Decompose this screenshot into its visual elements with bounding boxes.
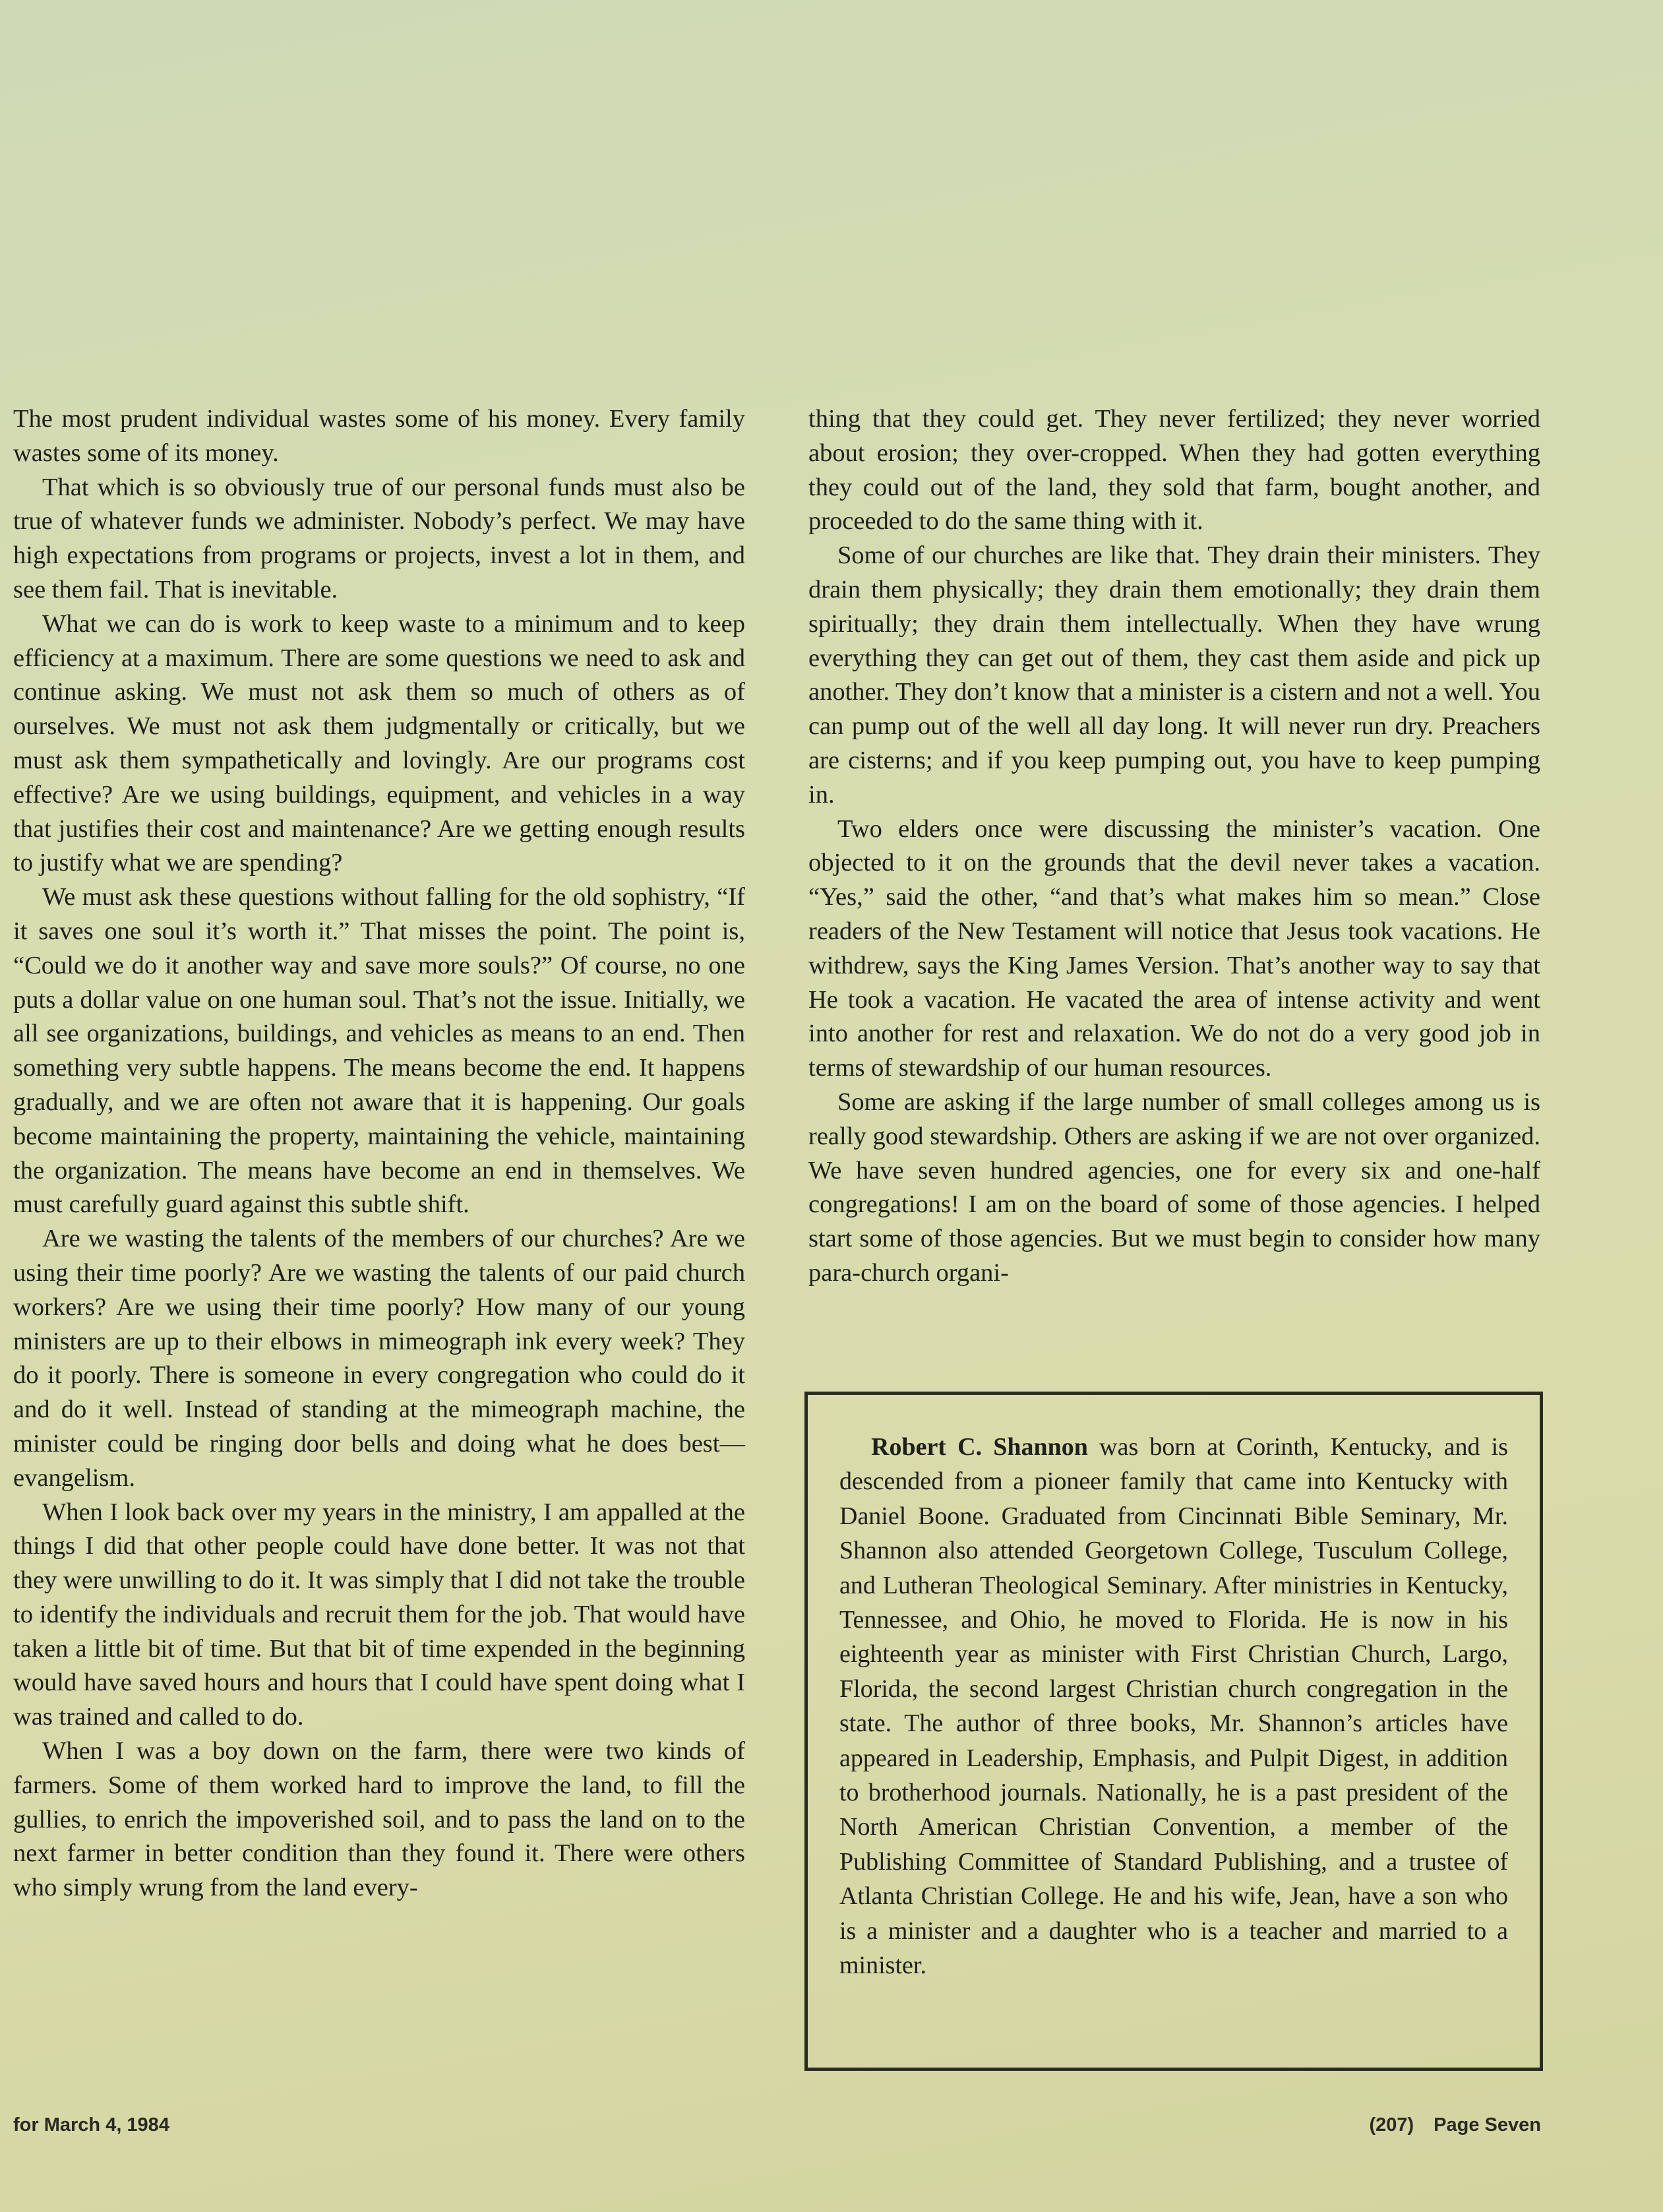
- paragraph: thing that they could get. They never fertilized; they never worried about erosion; they over-cropped. When they had gotten everything they could out of the land, they sold that farm, bought another, and proceeded to do the same thing with it.: [808, 405, 1540, 536]
- author-bio-text: was born at Corinth, Kentucky, and is descended from a pioneer family that came into Kentucky with Daniel Boone. Graduated from Cincinnati Bible Seminary, Mr. Shannon also attended Georgetown College, Tusculum College, and Lutheran Theological Seminary. After ministries in Kentucky, Tennessee, and Ohio, he moved to Florida. He is now in his eighteenth year as minister with First Christian Church, Largo, Florida, the second largest Christian church congregation in the state. The author of three books, Mr. Shannon’s articles have appeared in Leadership, Emphasis, and Pulpit Digest, in addition to brotherhood journals. Nationally, he is a past president of the North American Christian Convention, a member of the Publishing Committee of Standard Publishing, and a trustee of Atlanta Christian College. He and his wife, Jean, have a son who is a minister and a daughter who is a teacher and married to a minister.: [839, 1433, 1508, 1980]
- author-name: Robert C. Shannon: [871, 1433, 1088, 1461]
- paragraph: When I look back over my years in the ministry, I am appalled at the things I did that other people could have done better. It was not that they were unwilling to do it. It was simply that I did not take the trouble to identify the individuals and recruit them for the job. That would have taken a little bit of time. But that bit of time expended in the beginning would have saved hours and hours that I could have spent doing what I was trained and called to do.: [13, 1498, 745, 1731]
- page-number: Page Seven: [1434, 2114, 1541, 2135]
- paragraph: Are we wasting the talents of the members of our churches? Are we using their time poorly? Are we wasting the talents of our paid church workers? Are we using their time poorly? How many of our young ministers are up to their elbows in mimeograph ink every week? They do it poorly. There is someone in every congregation who could do it and do it well. Instead of standing at the mimeograph machine, the minister could be ringing door bells and doing what he does best—evangelism.: [13, 1225, 745, 1492]
- footer-page: [1369, 2114, 1541, 2136]
- right-column: [808, 402, 1540, 1291]
- footer-date: for March 4, 1984: [13, 2114, 169, 2135]
- author-bio-box: [804, 1392, 1543, 2071]
- paragraph: We must ask these questions without falling for the old sophistry, “If it saves one soul it’s worth it.” That misses the point. The point is, “Could we do it another way and save more souls?” Of course, no one puts a dollar value on one human soul. That’s not the issue. Initially, we all see organizations, buildings, and vehicles as means to an end. Then something very subtle happens. The means become the end. It happens gradually, and we are often not aware that it is happening. Our goals become maintaining the property, maintaining the vehicle, maintaining the organization. The means have become an end in themselves. We must carefully guard against this subtle shift.: [13, 883, 745, 1219]
- paragraph: Two elders once were discussing the minister’s vacation. One objected to it on the grounds that the devil never takes a vacation. “Yes,” said the other, “and that’s what makes him so mean.” Close readers of the New Testament will notice that Jesus took vacations. He withdrew, says the King James Version. That’s another way to say that He took a vacation. He vacated the area of intense activity and went into another for rest and relaxation. We do not do a very good job in terms of stewardship of our human resources.: [808, 814, 1540, 1082]
- paragraph: When I was a boy down on the farm, there were two kinds of farmers. Some of them worked hard to improve the land, to fill the gullies, to enrich the impoverished soil, and to pass the land on to the next farmer in better condition than they found it. There were others who simply wrung from the land every-: [13, 1737, 745, 1902]
- paragraph: Some are asking if the large number of small colleges among us is really good stewardship. Others are asking if we are not over organized. We have seven hundred agencies, one for every six and one-half congregations! I am on the board of some of those agencies. I helped start some of those agencies. But we must begin to consider how many para-church organi-: [808, 1088, 1540, 1287]
- author-bio: [839, 1430, 1508, 1983]
- left-column: [13, 402, 745, 1905]
- paragraph: The most prudent individual wastes some of his money. Every family wastes some of its money.: [13, 405, 745, 467]
- issue-number: (207): [1369, 2114, 1414, 2135]
- paragraph: Some of our churches are like that. They drain their ministers. They drain them physically; they drain them emotionally; they drain them spiritually; they drain them intellectually. When they have wrung everything they can get out of them, they cast them aside and pick up another. They don’t know that a minister is a cistern and not a well. You can pump out of the well all day long. It will never run dry. Preachers are cisterns; and if you keep pumping out, you have to keep pumping in.: [808, 541, 1540, 809]
- paragraph: That which is so obviously true of our personal funds must also be true of whatever funds we administer. Nobody’s perfect. We may have high expectations from programs or projects, invest a lot in them, and see them fail. That is inevitable.: [13, 473, 745, 603]
- paragraph: What we can do is work to keep waste to a minimum and to keep efficiency at a maximum. There are some questions we need to ask and continue asking. We must not ask them so much of others as of ourselves. We must not ask them judgmentally or critically, but we must ask them sympathetically and lovingly. Are our programs cost effective? Are we using buildings, equipment, and vehicles in a way that justifies their cost and maintenance? Are we getting enough results to justify what we are spending?: [13, 609, 745, 877]
